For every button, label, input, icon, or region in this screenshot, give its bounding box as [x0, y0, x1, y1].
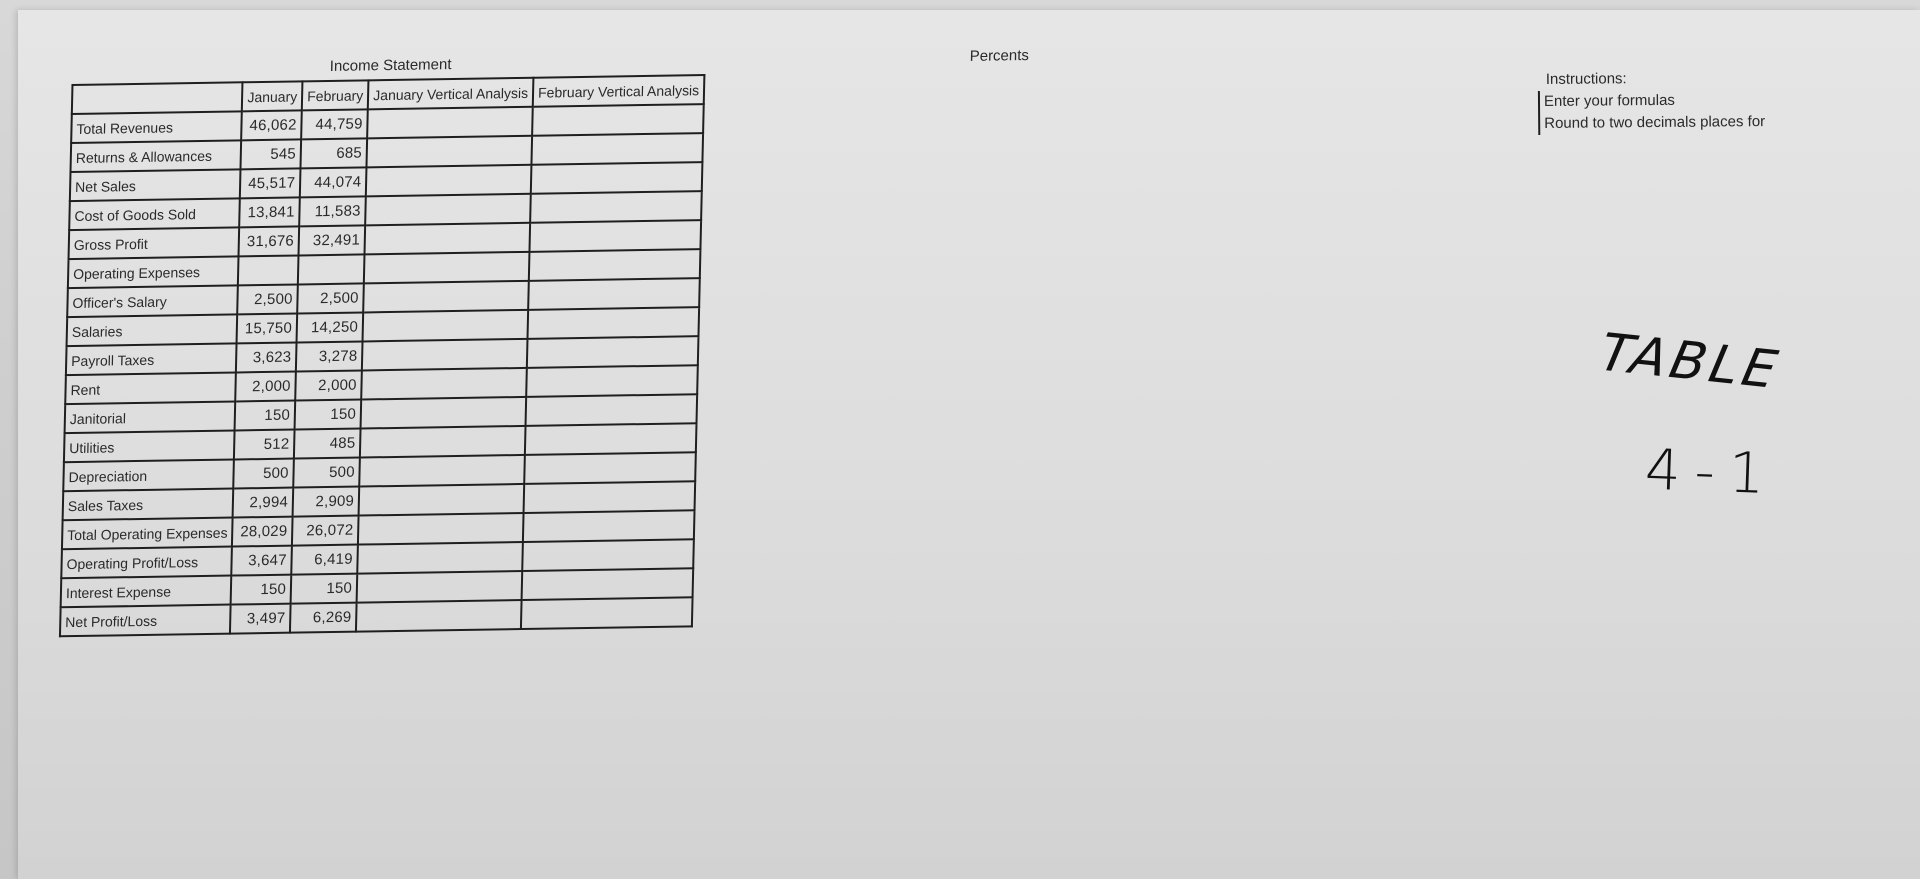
- row-label: Rent: [65, 372, 236, 404]
- row-label: Operating Expenses: [68, 256, 239, 288]
- handwritten-table-label: TABLE: [1594, 323, 1786, 401]
- instructions-line-rounding: Round to two decimals places for: [1538, 111, 1765, 135]
- february-vertical-cell: [531, 162, 703, 194]
- january-value: 150: [231, 575, 291, 605]
- january-value: 2,994: [233, 488, 293, 518]
- header-january-vertical-analysis: January Vertical Analysis: [368, 78, 533, 110]
- january-value: 2,500: [238, 284, 298, 314]
- row-label: Depreciation: [63, 460, 234, 492]
- february-vertical-cell: [527, 336, 699, 368]
- january-vertical-cell: [357, 571, 522, 603]
- february-value: 14,250: [297, 312, 364, 342]
- january-value: 3,497: [230, 604, 290, 634]
- row-label: Sales Taxes: [63, 489, 234, 521]
- january-vertical-cell: [363, 281, 528, 313]
- income-statement-table: [59, 74, 706, 637]
- january-vertical-cell: [359, 455, 524, 487]
- february-value: 485: [294, 429, 361, 459]
- row-label: Total Revenues: [71, 111, 242, 143]
- february-value: 500: [293, 458, 360, 488]
- february-value: 2,000: [295, 370, 362, 400]
- row-label: Total Operating Expenses: [62, 518, 233, 550]
- february-vertical-cell: [530, 220, 702, 252]
- january-vertical-cell: [360, 426, 525, 458]
- february-vertical-cell: [524, 452, 696, 484]
- header-february-vertical-analysis: February Vertical Analysis: [533, 75, 705, 107]
- income-statement-heading: Income Statement: [329, 56, 452, 75]
- january-value: 13,841: [239, 197, 299, 227]
- instructions-block: [1543, 67, 1766, 135]
- february-vertical-cell: [530, 191, 702, 223]
- february-value: 6,269: [290, 603, 357, 633]
- january-value: [238, 255, 298, 285]
- row-label: Interest Expense: [61, 576, 232, 608]
- row-label: Cost of Goods Sold: [69, 198, 240, 230]
- january-vertical-cell: [357, 542, 522, 574]
- february-value: 26,072: [292, 516, 359, 546]
- january-value: 3,623: [236, 343, 296, 373]
- february-value: 32,491: [299, 225, 366, 255]
- january-vertical-cell: [367, 136, 532, 168]
- february-vertical-cell: [523, 510, 695, 542]
- row-label: Payroll Taxes: [66, 343, 237, 375]
- row-label: Net Profit/Loss: [60, 605, 231, 637]
- february-value: 2,500: [297, 283, 364, 313]
- february-value: 2,909: [293, 487, 360, 517]
- february-vertical-cell: [532, 104, 704, 136]
- february-value: 3,278: [296, 341, 363, 371]
- january-value: 3,647: [232, 546, 292, 576]
- february-value: 6,419: [291, 545, 358, 575]
- row-label: Officer's Salary: [67, 285, 238, 317]
- row-label: Gross Profit: [69, 227, 240, 259]
- february-vertical-cell: [522, 539, 694, 571]
- row-label: Salaries: [67, 314, 238, 346]
- row-label: Utilities: [64, 430, 235, 462]
- february-vertical-cell: [531, 133, 703, 165]
- january-value: 150: [235, 401, 295, 431]
- february-vertical-cell: [526, 365, 698, 397]
- february-vertical-cell: [521, 597, 693, 629]
- february-value: 11,583: [299, 196, 366, 226]
- january-vertical-cell: [365, 223, 530, 255]
- february-vertical-cell: [526, 394, 698, 426]
- february-value: 150: [295, 399, 362, 429]
- january-value: 512: [234, 430, 294, 460]
- january-value: 545: [241, 139, 301, 169]
- february-vertical-cell: [525, 423, 697, 455]
- january-vertical-cell: [365, 194, 530, 226]
- february-vertical-cell: [524, 481, 696, 513]
- january-vertical-cell: [366, 165, 531, 197]
- january-vertical-cell: [359, 484, 524, 516]
- instructions-line-formulas: Enter your formulas: [1538, 89, 1765, 113]
- january-vertical-cell: [361, 397, 526, 429]
- january-value: 15,750: [237, 313, 297, 343]
- february-value: 150: [291, 574, 358, 604]
- january-vertical-cell: [367, 107, 532, 139]
- instructions-title: Instructions:: [1545, 70, 1627, 88]
- header-label-cell: [72, 82, 243, 114]
- row-label: Returns & Allowances: [71, 140, 242, 172]
- february-vertical-cell: [528, 307, 700, 339]
- percents-heading: Percents: [969, 46, 1030, 65]
- february-value: 44,074: [300, 167, 367, 197]
- january-vertical-cell: [363, 310, 528, 342]
- january-value: 2,000: [236, 372, 296, 402]
- header-february: February: [302, 80, 369, 110]
- january-vertical-cell: [362, 339, 527, 371]
- handwritten-table-number: 4-1: [1643, 437, 1780, 508]
- january-value: 500: [234, 459, 294, 489]
- february-value: 685: [301, 138, 368, 168]
- header-january: January: [242, 81, 302, 111]
- january-value: 31,676: [239, 226, 299, 256]
- january-vertical-cell: [356, 600, 521, 632]
- february-vertical-cell: [522, 568, 694, 600]
- january-vertical-cell: [361, 368, 526, 400]
- january-value: 45,517: [240, 168, 300, 198]
- february-value: [298, 254, 365, 284]
- january-vertical-cell: [364, 252, 529, 284]
- table-body: [60, 104, 704, 636]
- february-vertical-cell: [528, 278, 700, 310]
- row-label: Janitorial: [65, 401, 236, 433]
- february-vertical-cell: [529, 249, 701, 281]
- january-value: 28,029: [232, 517, 292, 547]
- february-value: 44,759: [301, 109, 368, 139]
- row-label: Net Sales: [70, 169, 241, 201]
- row-label: Operating Profit/Loss: [61, 547, 232, 579]
- january-value: 46,062: [241, 110, 301, 140]
- january-vertical-cell: [358, 513, 523, 545]
